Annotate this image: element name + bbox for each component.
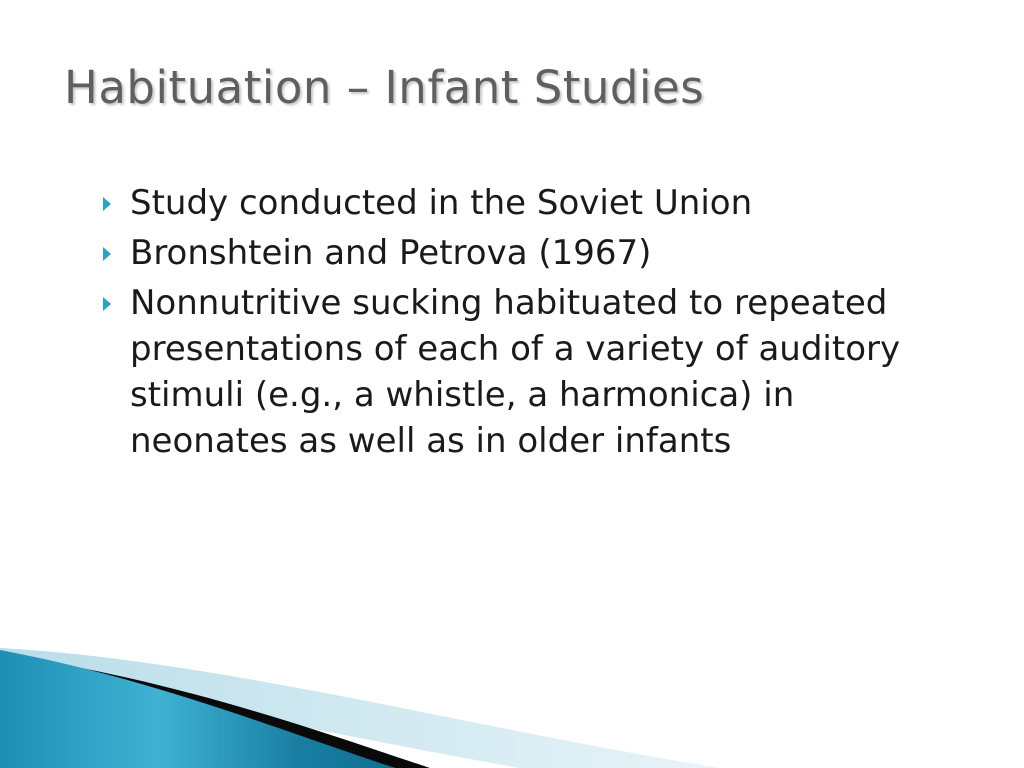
triangle-right-icon <box>103 247 111 261</box>
slide-title: Habituation – Infant Studies <box>64 61 705 114</box>
triangle-right-icon <box>103 297 111 311</box>
bullet-item <box>100 180 930 226</box>
triangle-right-icon <box>103 197 111 211</box>
bullet-item <box>100 230 930 276</box>
bullet-text: Bronshtein and Petrova (1967) <box>130 233 652 273</box>
bullet-text: Study conducted in the Soviet Union <box>130 183 753 223</box>
bullet-item <box>100 280 930 464</box>
bullet-list <box>100 180 930 468</box>
corner-swoosh-decoration <box>0 640 720 768</box>
bullet-text: Nonnutritive sucking habituated to repeated presentations of each of a variety of auditory stimuli (e.g., a whistle, a harmonica) in neonates as well as in older infants <box>130 283 901 461</box>
